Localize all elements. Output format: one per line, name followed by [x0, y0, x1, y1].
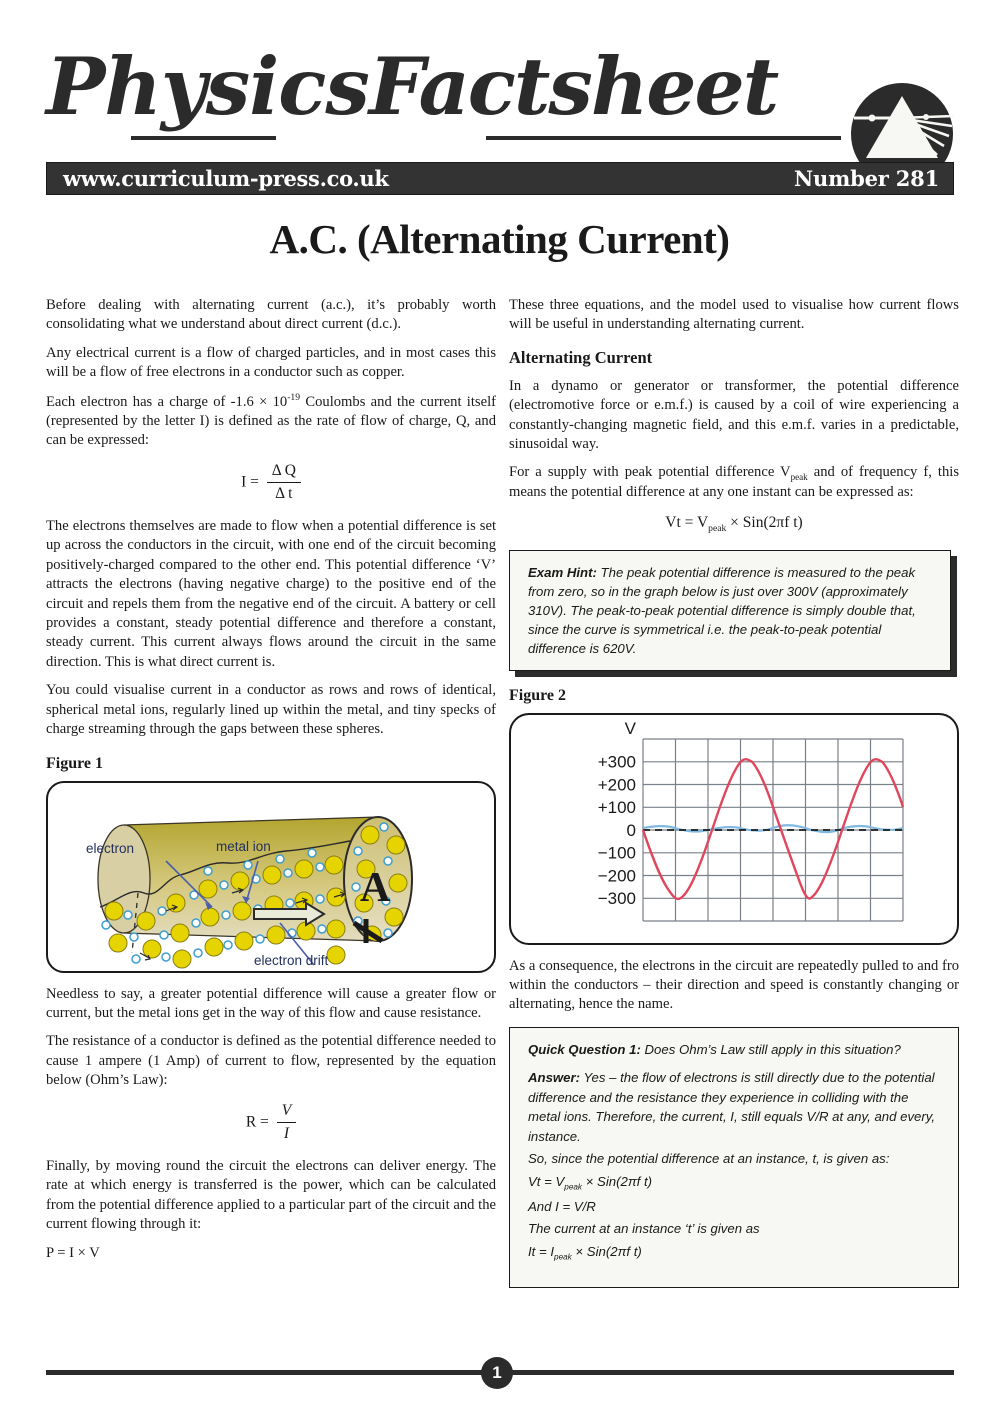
quick-question-label: Quick Question 1: — [528, 1041, 641, 1057]
y-tick-plus300: +300 — [597, 752, 636, 772]
paragraph-intro-1: Before dealing with alternating current (a.c.), it’s probably worth consolidating what we understand about direct current (d.c.). — [46, 297, 496, 333]
paragraph-ohms-law-intro: The resistance of a conductor is defined as the potential difference needed to cause 1 ampere (1 Amp) of current to flow, represented by the equation below (Ohm’s Law): — [46, 1033, 496, 1089]
label-electron: electron — [86, 840, 135, 856]
brand-underline-left — [131, 136, 276, 140]
quick-question-box — [509, 1027, 959, 1288]
y-tick-minus100: −100 — [597, 843, 636, 863]
label-metal-ion: metal ion — [216, 838, 271, 854]
paragraph-power-intro: Finally, by moving round the circuit the electrons can deliver energy. The rate at which energy is transferred is the power, which can be calculated from the potential difference applied to a particular part of the circuit and the current flowing through it: — [46, 1157, 496, 1233]
paragraph-potential-difference: The electrons themselves are made to flow when a potential difference is set up across the conductors in the circuit, with one end of the circuit becoming positively-charged compared to the other end. This potential difference ‘V’ attracts the electrons (having negative charge) to the positive end of the circuit and repels them from the negative end of the circuit. A battery or cell provides a constant, steady potential difference and therefore a constant, steady current. This current always flows around the circuit in the same direction. This is what direct current is. — [46, 517, 496, 670]
page-title: A.C. (Alternating Current) — [269, 216, 730, 262]
paragraph-intro-2: Any electrical current is a flow of charged particles, and in most cases this will be a flow of free electrons in a conductor such as copper. — [46, 344, 496, 381]
answer-equation-vt-b: × Sin(2πf t) — [582, 1173, 653, 1189]
electron-charge-exponent: -19 — [287, 391, 301, 403]
ac-waveform-chart — [511, 715, 957, 943]
answer-equation-vt-sub: peak — [564, 1182, 583, 1192]
figure1-caption: Figure 1 — [46, 755, 104, 773]
equation-ohms-numerator: V — [277, 1101, 296, 1124]
answer-line-so: So, since the potential difference at an instance, t, is given as: — [528, 1151, 890, 1167]
website-issue-bar — [46, 162, 954, 195]
paragraph-three-equations: These three equations, and the model used to visualise how current flows will be useful in understanding alternating current. — [509, 297, 959, 333]
equation-instant-voltage-a: Vt = V — [665, 513, 709, 531]
paragraph-resistance-intro: Needless to say, a greater potential difference will cause a greater flow or current, but the metal ions get in the way of this flow and cause resistance. — [46, 985, 496, 1022]
equation-current-fraction — [267, 461, 301, 505]
figure2-caption: Figure 2 — [509, 687, 567, 705]
equation-ohms-law — [46, 1101, 496, 1145]
y-tick-plus200: +200 — [597, 774, 636, 794]
label-electron-drift: electron drift — [254, 952, 329, 968]
answer-equation-vt — [528, 1172, 944, 1194]
area-label-a: A — [360, 864, 391, 911]
equation-instant-voltage-sub: peak — [708, 522, 727, 534]
left-column — [46, 296, 496, 1272]
peak-supply-text-b: and of frequency f, this means the potential difference at any one instant can be expressed as: — [509, 464, 960, 501]
answer-equation-it-sub: peak — [554, 1252, 572, 1262]
answer-line-and: And I = V/R — [528, 1198, 596, 1214]
y-axis-title: V — [624, 718, 636, 738]
paragraph-peak-supply — [509, 463, 959, 502]
equation-instant-voltage — [509, 513, 959, 536]
issue-number: Number 281 — [794, 166, 939, 191]
equation-current — [46, 461, 496, 505]
equation-power: P = I × V — [46, 1244, 100, 1261]
paragraph-electron-charge — [46, 392, 496, 451]
figure1-container — [46, 781, 496, 973]
masthead — [46, 40, 954, 145]
answer-equation-vt-a: Vt = V — [528, 1173, 565, 1189]
exam-hint-label: Exam Hint: — [528, 564, 597, 580]
equation-instant-voltage-b: × Sin(2πf t) — [726, 513, 803, 531]
website-url: www.curriculum-press.co.uk — [63, 166, 389, 191]
brand-word-physics: Physics — [46, 40, 369, 133]
answer-equation-it — [528, 1242, 944, 1264]
electron-charge-text-b: Coulombs and the current itself (represented by the letter I) is defined as the rate of flow of charge, Q, and can be expressed: — [46, 393, 496, 449]
quick-answer-text: Yes – the flow of electrons is still directly due to the potential difference and the resistance they experience in colliding with the metal ions. Therefore, the current, I, still equals V/R at any, and every, instance. — [528, 1070, 936, 1144]
peak-supply-text-a: For a supply with peak potential difference V — [509, 464, 791, 481]
answer-equation-it-a: It = I — [528, 1243, 555, 1259]
quick-question-text: Does Ohm’s Law still apply in this situation? — [640, 1041, 901, 1057]
equation-ohms-fraction — [277, 1101, 296, 1145]
paragraph-visualise-model: You could visualise current in a conductor as rows and rows of identical, spherical metal ions, regularly lined up within the metal, and tiny specks of charge streaming through the gaps between these spheres. — [46, 682, 496, 737]
brand-title — [46, 34, 777, 139]
chart-y-tick-labels — [598, 719, 637, 908]
answer-equation-it-b: × Sin(2πf t) — [571, 1243, 642, 1259]
conductor-diagram — [48, 783, 494, 971]
y-tick-minus200: −200 — [597, 865, 636, 885]
exam-hint-text: The peak potential difference is measured to the peak from zero, so in the graph below is just over 300V (approximately 310V). The peak-to-peak potential difference is simply double that, since the curve is symmetrical i.e. the peak-to-peak potential difference is 620V. — [528, 564, 916, 657]
quick-answer-label: Answer: — [528, 1070, 581, 1086]
electron-charge-text-a: Each electron has a charge of -1.6 × 10 — [46, 393, 288, 410]
equation-ohms-lhs: R = — [245, 1113, 269, 1131]
quick-question-prompt — [528, 1040, 944, 1060]
y-tick-minus300: −300 — [597, 888, 636, 908]
subheading-alternating-current: Alternating Current — [509, 347, 653, 367]
exam-hint-box — [509, 550, 951, 672]
answer-line-current: The current at an instance ‘t’ is given as — [528, 1221, 760, 1237]
y-tick-zero: 0 — [626, 820, 636, 840]
equation-current-denominator: Δ t — [275, 485, 293, 503]
page-number-badge: 1 — [481, 1357, 513, 1389]
brand-word-factsheet: Factsheet — [368, 40, 778, 133]
equation-current-lhs: I = — [241, 473, 259, 491]
figure2-container — [509, 713, 959, 945]
y-tick-plus100: +100 — [597, 797, 636, 817]
brand-underline-right — [486, 136, 841, 140]
equation-ohms-denominator: I — [283, 1125, 289, 1143]
paragraph-dynamo: In a dynamo or generator or transformer, the potential difference (electromotive force or e.m.f.) is caused by a coil of wire experiencing a constantly-changing magnetic field, and this e.m.f. varies in a predictable, sinusoidal way. — [509, 377, 959, 452]
right-column — [509, 296, 959, 1288]
equation-current-numerator: Δ Q — [267, 461, 301, 484]
peak-supply-subscript: peak — [790, 472, 808, 483]
quick-answer — [528, 1068, 944, 1146]
paragraph-consequence: As a consequence, the electrons in the circuit are repeatedly pulled to and fro within the conductors – their direction and speed is constantly changing or alternating, hence the name. — [509, 957, 959, 1013]
